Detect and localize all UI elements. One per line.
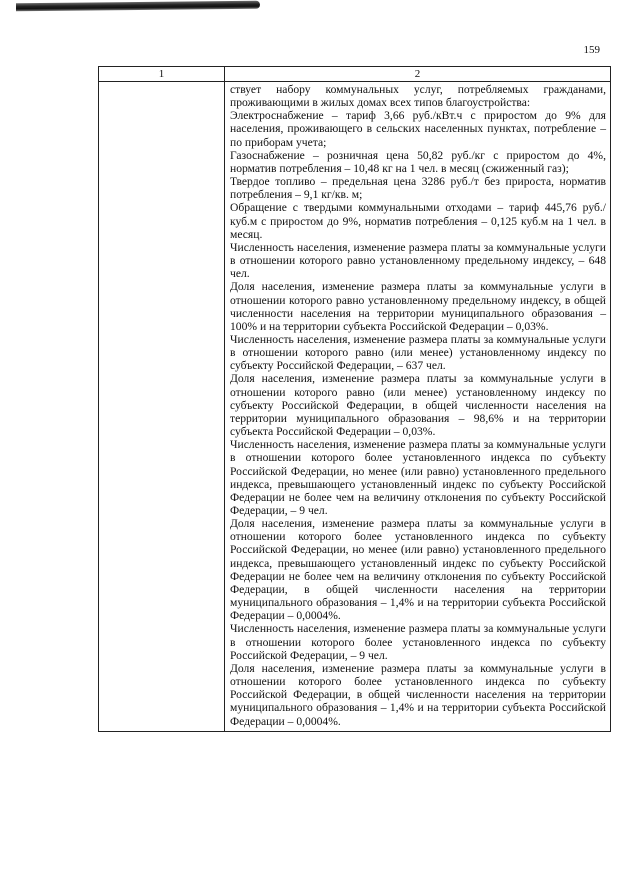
table-header-row (99, 67, 611, 82)
paragraph: Численность населения, изменение размера платы за коммунальные услуги в отношении которого равно установленному предельному индексу, – 648 чел. (230, 240, 606, 281)
paragraph: Численность населения, изменение размера платы за коммунальные услуги в отношении которого равно (или менее) установленному индексу по субъекту Российской Федерации, – 637 чел. (230, 332, 606, 373)
left-column-cell (99, 82, 225, 732)
paragraph: Электроснабжение – тариф 3,66 руб./кВт.ч с приростом до 9% для населения, проживающего в сельских населенных пунктах, потребление – по приборам учета; (230, 109, 606, 149)
scan-artifact-bar (16, 1, 260, 12)
right-column-cell (225, 82, 611, 732)
paragraph: Доля населения, изменение размера платы за коммунальные услуги в отношении которого равно (или менее) установленному индексу по субъекту Российской Федерации, в общей численности населения на территории муниципального образования – 98,6% и на территории субъекта Российской Федерации – 0,03%. (230, 372, 606, 439)
paragraph: Доля населения, изменение размера платы за коммунальные услуги в отношении которого более установленного индекса по субъекту Российской Федерации, но менее (или равно) установленного предельного индекса, превышающего установленный индекс по субъекту Российской Федерации не более чем на величину отклонения по субъекту Российской Федерации, в общей численности населения на территории муниципального образования – 1,4% и на территории субъекта Российской Федерации – 0,0004%. (230, 517, 606, 623)
document-table (98, 66, 611, 732)
column-header-1: 1 (99, 67, 225, 82)
paragraph: Доля населения, изменение размера платы за коммунальные услуги в отношении которого равно установленному предельному индексу, в общей численности населения на территории муниципального образования – 100% и на территории субъекта Российской Федерации – 0,03%. (230, 280, 606, 333)
paragraph: Газоснабжение – розничная цена 50,82 руб./кг с приростом до 4%, норматив потребления – 10,48 кг на 1 чел. в месяц (сжиженный газ); (230, 148, 606, 175)
column-header-2: 2 (225, 67, 611, 82)
paragraph: Обращение с твердыми коммунальными отходами – тариф 445,76 руб./куб.м с приростом до 9%, норматив потребления – 0,125 куб.м на 1 чел. в месяц. (230, 201, 606, 241)
paragraph: Численность населения, изменение размера платы за коммунальные услуги в отношении которого более установленного индекса по субъекту Российской Федерации, но менее (или равно) установленного предельного индекса, превышающего установленный индекс по субъекту Российской Федерации не более чем на величину отклонения по субъекту Российской Федерации, – 9 чел. (230, 438, 606, 517)
paragraph: Доля населения, изменение размера платы за коммунальные услуги в отношении которого более установленного индекса по субъекту Российской Федерации, в общей численности населения на территории муниципального образования – 1,4% и на территории субъекта Российской Федерации – 0,0004%. (230, 661, 606, 728)
paragraph: Твердое топливо – предельная цена 3286 руб./т без прироста, норматив потребления – 9,1 кг/кв. м; (230, 175, 606, 202)
paragraph: ствует набору коммунальных услуг, потребляемых гражданами, проживающими в жилых домах всех типов благоустройства: (230, 83, 606, 110)
paragraph: Численность населения, изменение размера платы за коммунальные услуги в отношении которого более установленного индекса по субъекту Российской Федерации, – 9 чел. (230, 622, 606, 662)
text-content (225, 82, 610, 731)
table-body-row (99, 82, 611, 732)
page-number: 159 (583, 44, 600, 56)
